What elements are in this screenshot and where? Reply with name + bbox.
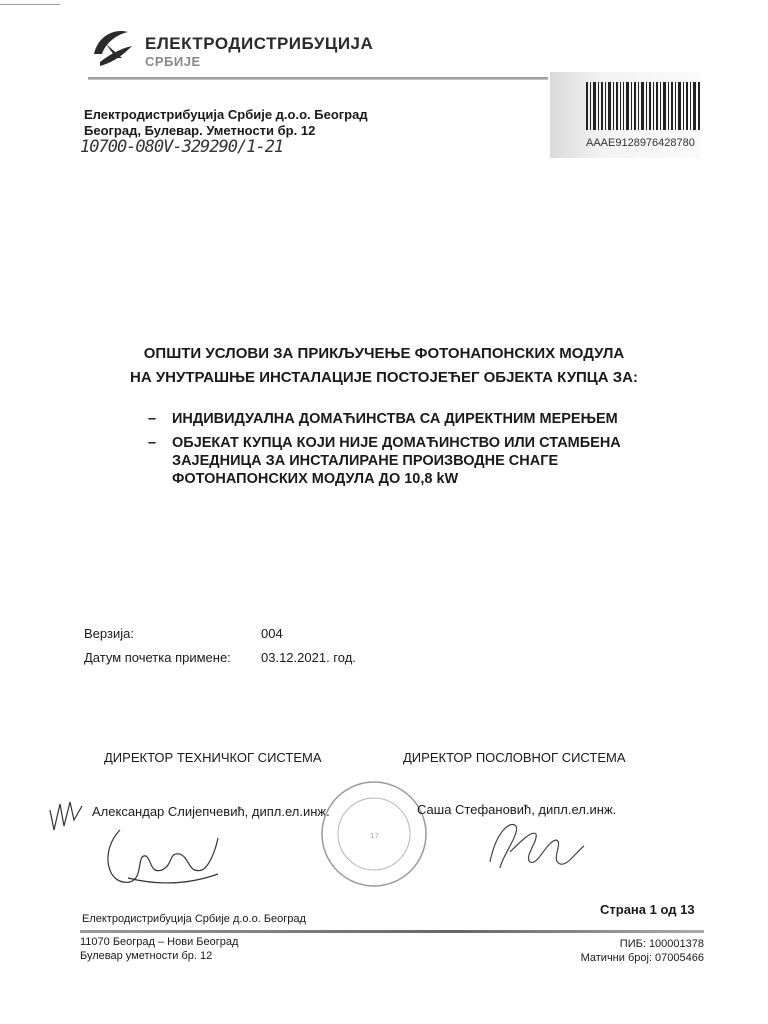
page-number: Страна 1 од 13	[600, 902, 695, 917]
date-row	[84, 646, 356, 670]
version-row	[84, 622, 356, 646]
barcode-number: AAAE9128976428780	[586, 137, 695, 149]
version-label: Верзија:	[84, 626, 134, 641]
signature-right-icon	[480, 812, 590, 882]
footer-tax-id: ПИБ: 100001378	[619, 938, 704, 950]
business-director-title: ДИРЕКТОР ПОСЛОВНОГ СИСТЕМА	[403, 750, 626, 765]
title-line-1: ОПШТИ УСЛОВИ ЗА ПРИКЉУЧЕЊЕ ФОТОНАПОНСКИХ МОДУЛА	[143, 345, 625, 362]
bullet-dash: –	[148, 411, 157, 427]
svg-text:17: 17	[370, 832, 379, 840]
footer-address-line-1: 11070 Београд – Нови Београд	[80, 936, 239, 948]
scan-edge-line	[0, 4, 60, 5]
logo-title: ЕЛЕКТРОДИСТРИБУЦИЈА	[145, 34, 374, 53]
bullet-text: ИНДИВИДУАЛНА ДОМАЋИНСТВА СА ДИРЕКТНИМ МЕРЕЊЕМ	[172, 411, 618, 427]
header-divider	[88, 77, 548, 80]
bullet-text: ОБЈЕКАТ КУПЦА КОЈИ НИЈЕ ДОМАЋИНСТВО ИЛИ СТАМБЕНА ЗАЈЕДНИЦА ЗА ИНСТАЛИРАНЕ ПРОИЗВОДНЕ СНАГЕ ФОТОНАПОНСКИХ МОДУЛА ДО 10,8 kW	[172, 435, 621, 487]
footer-address-line-2: Булевар уметности бр. 12	[80, 950, 213, 962]
title-line-2: НА УНУТРАШЊЕ ИНСТАЛАЦИЈЕ ПОСТОЈЕЋЕГ ОБЈЕКТА КУПЦА ЗА:	[130, 369, 638, 386]
date-value: 03.12.2021. год.	[261, 650, 356, 665]
technical-director-title: ДИРЕКТОР ТЕХНИЧКОГ СИСТЕМА	[104, 750, 322, 765]
title-bullet-list	[148, 410, 668, 494]
date-label: Датум почетка примене:	[84, 650, 231, 665]
version-value: 004	[261, 626, 283, 641]
company-logo-icon	[88, 24, 136, 72]
company-address: Београд, Булевар. Уметности бр. 12	[84, 123, 316, 138]
footer-divider	[80, 930, 704, 933]
company-name: Електродистрибуција Србије д.о.о. Београд	[84, 107, 368, 122]
logo-subtitle: СРБИЈЕ	[145, 54, 201, 69]
business-director-name: Саша Стефановић, дипл.ел.инж.	[417, 802, 617, 817]
document-meta	[84, 622, 356, 670]
technical-director-name: Александар Слијепчевић, дипл.ел.инж.	[92, 804, 330, 819]
footer-registration-number: Матични број: 07005466	[580, 952, 704, 964]
title-bullet-2	[148, 434, 668, 488]
footer-company: Електродистрибуција Србије д.о.о. Београд	[82, 913, 306, 925]
document-title	[60, 342, 708, 390]
title-bullet-1	[148, 410, 668, 428]
barcode-icon	[586, 82, 700, 130]
handwritten-registration-number: 10700-080V-329290/1-21	[80, 137, 284, 157]
bullet-dash: –	[148, 435, 157, 451]
stamp-seal-icon	[318, 778, 430, 890]
